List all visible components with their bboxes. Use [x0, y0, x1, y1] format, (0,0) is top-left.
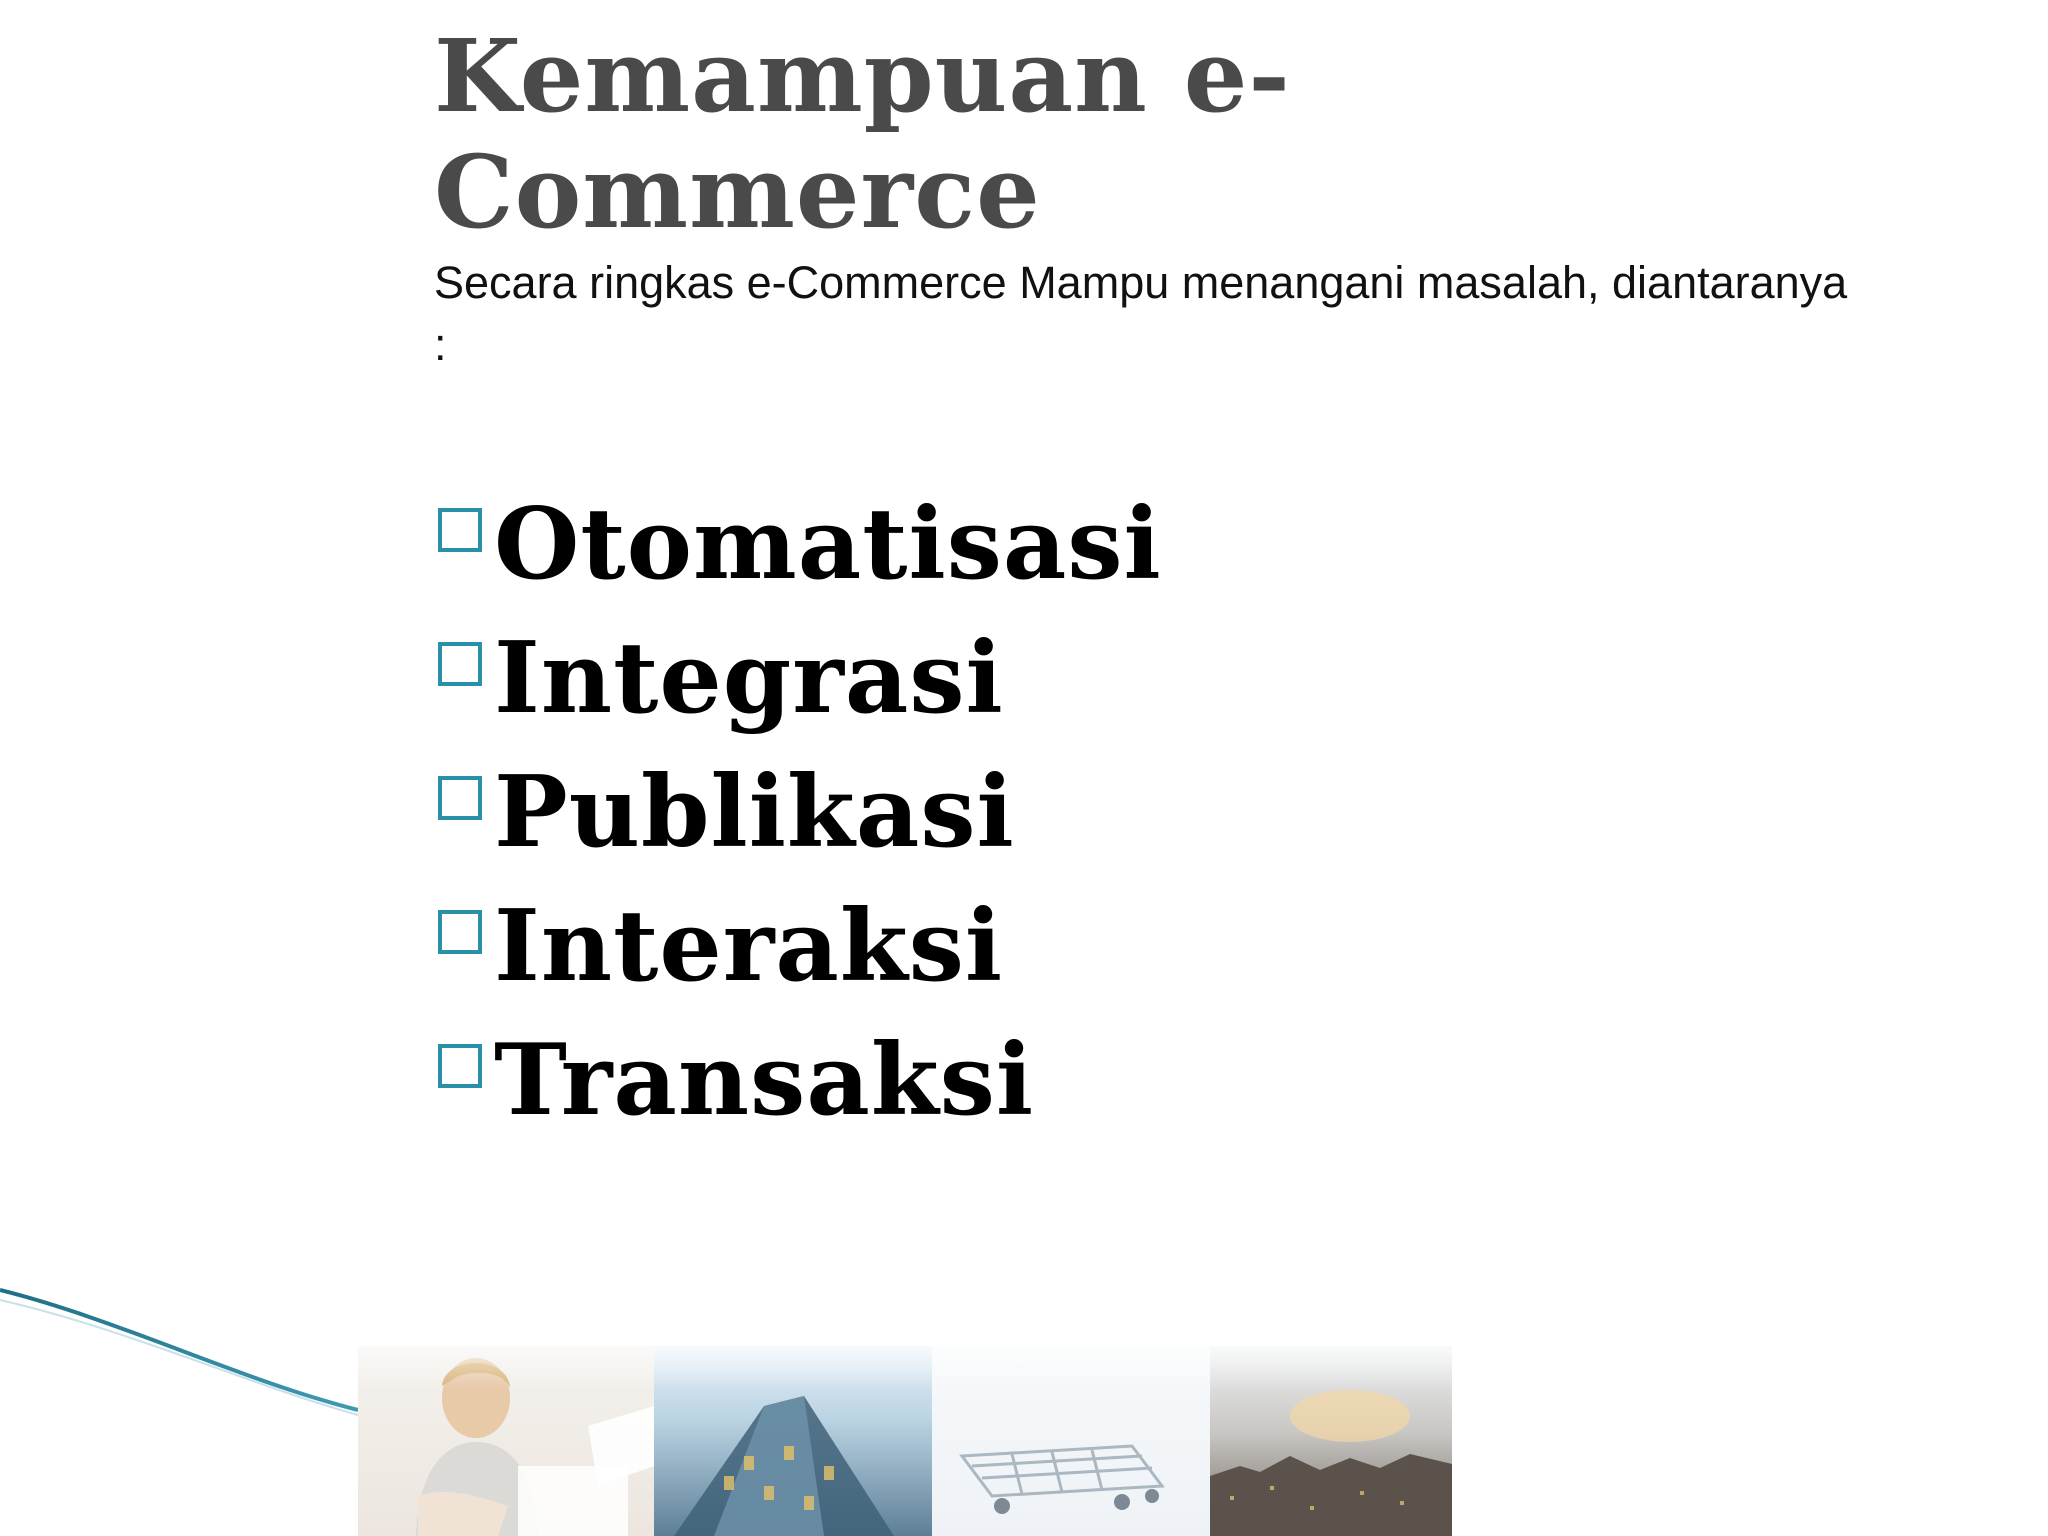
- square-checkbox-icon: [438, 1044, 482, 1088]
- list-item: [438, 1014, 1162, 1148]
- list-item-label: Integrasi: [494, 621, 1004, 736]
- square-checkbox-icon: [438, 508, 482, 552]
- list-item: [438, 880, 1162, 1014]
- list-item-label: Transaksi: [494, 1023, 1035, 1138]
- slide-title: Kemampuan e-Commerce: [434, 17, 1291, 251]
- capability-list: [438, 478, 1162, 1148]
- list-item: [438, 612, 1162, 746]
- list-item-label: Otomatisasi: [494, 487, 1162, 602]
- slide-subtitle: Secara ringkas e-Commerce Mampu menangani masalah, diantaranya :: [434, 257, 1848, 370]
- square-checkbox-icon: [438, 910, 482, 954]
- list-item: [438, 746, 1162, 880]
- list-item-label: Publikasi: [494, 755, 1015, 870]
- square-checkbox-icon: [438, 642, 482, 686]
- list-item-label: Interaksi: [494, 889, 1004, 1004]
- square-checkbox-icon: [438, 776, 482, 820]
- list-item: [438, 478, 1162, 612]
- photo-strip-fade: [358, 1320, 1458, 1390]
